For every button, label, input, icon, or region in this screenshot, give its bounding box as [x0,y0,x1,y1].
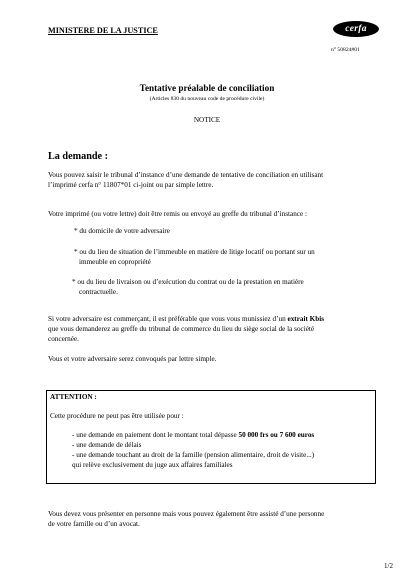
page-number: 1/2 [384,562,393,570]
closing-line-2: de votre famille ou d’un avocat. [48,520,140,528]
document-subtitle: (Articles 830 du nouveau code de procédure civile) [149,96,265,102]
merchant-line-1 [48,315,324,325]
ministry-header: MINISTERE DE LA JUSTICE [48,26,158,35]
delivery-bullet-2-line-1: * ou du lieu de situation de l’immeuble en matière de litige locatif ou portant sur un [74,248,315,256]
attention-item-2: - une demande de délais [72,441,142,449]
extrait-kbis: extrait Kbis [287,315,325,323]
intro-line-2: l’imprimé cerfa n° 11807*01 ci-joint ou par simple lettre. [48,181,214,189]
merchant-line-1-text: Si votre adversaire est commerçant, il est préférable que vous vous munissiez d’un [48,315,288,323]
notice-label: NOTICE [193,116,221,124]
delivery-lead: Votre imprimé (ou votre lettre) doit être remis ou envoyé au greffe du tribunal d’instance : [48,210,307,218]
intro-line-1: Vous pouvez saisir le tribunal d’instance d’une demande de tentative de conciliation en utilisant [48,171,324,179]
document-title: Tentative préalable de conciliation [139,83,275,93]
amount-threshold: 50 000 frs ou 7 600 euros [238,431,315,439]
delivery-bullet-2-line-2: immeuble en copropriété [79,258,151,266]
section-heading: La demande : [48,151,108,162]
delivery-bullet-3-line-2: contractuelle. [79,288,118,296]
delivery-bullet-3-line-1: * ou du lieu de livraison ou d’exécution du contrat ou de la prestation en matière [72,278,304,286]
delivery-bullet-1: * du domicile de votre adversaire [74,227,170,235]
attention-label: ATTENTION : [50,393,97,401]
cerfa-logo: cerfa [333,21,379,37]
closing-line-1: Vous devez vous présenter en personne mais vous pouvez également être assisté d’une personne [48,510,325,518]
attention-item-1-text: - une demande en paiement dont le montant total dépasse [72,431,239,439]
attention-lead: Cette procédure ne peut pas être utilisée pour : [50,412,184,420]
merchant-line-3: concernée. [48,335,79,343]
form-number: n° 50824#01 [331,47,360,53]
attention-item-1 [72,431,314,441]
convocation-text: Vous et votre adversaire serez convoqués par lettre simple. [48,355,217,363]
merchant-line-2: que vous demanderez au greffe du tribunal de commerce du lieu du siège social de la société [48,325,315,333]
attention-item-3-line-2: qui relève exclusivement du juge aux affaires familiales [72,461,233,469]
attention-item-3-line-1: - une demande touchant au droit de la famille (pension alimentaire, droit de visite...) [72,451,315,459]
